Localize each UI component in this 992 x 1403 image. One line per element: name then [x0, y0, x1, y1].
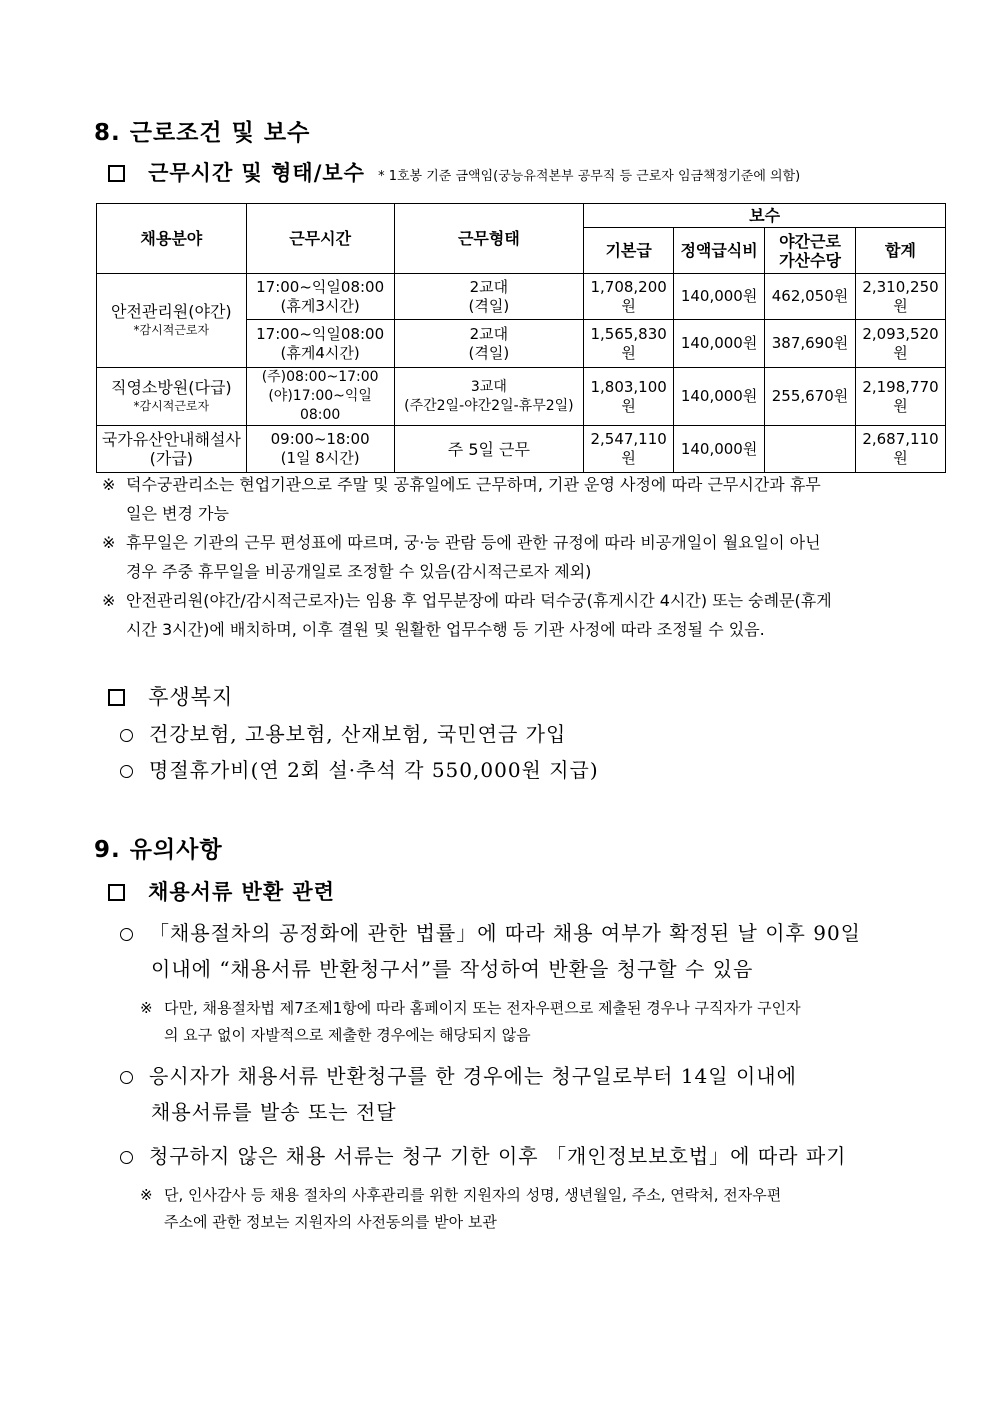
welfare-list	[120, 716, 599, 788]
subsection-welfare-title: 후생복지	[148, 685, 234, 709]
checkbox-square-icon	[108, 884, 125, 901]
note-line2: 주소에 관한 정보는 지원자의 사전동의를 받아 보관	[164, 1213, 497, 1231]
cell-base: 1,803,100원	[584, 368, 674, 426]
hours-line1: 09:00~18:00	[270, 430, 370, 448]
note-line1: 덕수궁관리소는 현업기관으로 주말 및 공휴일에도 근무하며, 기관 운영 사정에 따라 근무시간과 휴무	[126, 475, 821, 494]
note-line2: 일은 변경 가능	[126, 504, 229, 523]
cell-hours	[246, 320, 394, 368]
hours-line2: (야)17:00~익일08:00	[268, 388, 372, 423]
header-meal: 정액급식비	[674, 228, 765, 274]
return-note-1	[140, 995, 801, 1049]
cell-hours	[246, 368, 394, 426]
subsection-pay-note: * 1호봉 기준 금액임(궁능유적본부 공무직 등 근로자 임금책정기준에 의함)	[378, 169, 801, 184]
return-item-2	[120, 1058, 797, 1130]
return-item-3	[120, 1138, 847, 1174]
cell-total: 2,093,520원	[855, 320, 945, 368]
field-name: 국가유산안내해설사	[101, 430, 241, 449]
header-night-line1: 야간근로	[779, 231, 841, 251]
type-line2: (격일)	[468, 296, 510, 315]
note-item	[102, 470, 902, 528]
type-line2: (격일)	[468, 343, 510, 362]
checkbox-square-icon	[108, 689, 125, 706]
section-9-heading: 9. 유의사항	[94, 837, 223, 863]
cell-night: 387,690원	[765, 320, 856, 368]
header-hours: 근무시간	[246, 204, 394, 274]
field-note: *감시적근로자	[133, 398, 210, 413]
note-line1: 단, 인사감사 등 채용 절차의 사후관리를 위한 지원자의 성명, 생년월일, 주소, 연락처, 전자우편	[164, 1186, 782, 1204]
note-line1: 휴무일은 기관의 근무 편성표에 따르며, 궁·능 관람 등에 관한 규정에 따라 비공개일이 월요일이 아닌	[126, 533, 821, 552]
item-line2: 이내에 “채용서류 반환청구서”를 작성하여 반환을 청구할 수 있음	[151, 957, 754, 981]
circle-bullet-icon	[120, 765, 133, 778]
circle-bullet-icon	[120, 928, 133, 941]
hours-line2: (1일 8시간)	[280, 449, 360, 467]
note-line2: 의 요구 없이 자발적으로 제출한 경우에는 해당되지 않음	[164, 1026, 531, 1044]
field-note: *감시적근로자	[133, 322, 210, 337]
item-line2: 채용서류를 발송 또는 전달	[151, 1100, 397, 1124]
cell-meal: 140,000원	[674, 274, 765, 320]
note-line2: 경우 주중 휴무일을 비공개일로 조정할 수 있음(감시적근로자 제외)	[126, 562, 592, 581]
note-mark: ※	[102, 533, 116, 552]
type-line2: (주간2일-야간2일-휴무2일)	[404, 397, 574, 414]
note-mark: ※	[140, 1186, 153, 1204]
cell-night	[765, 426, 856, 473]
cell-field	[97, 274, 247, 368]
field-note: (가급)	[149, 449, 194, 468]
cell-base: 2,547,110원	[584, 426, 674, 473]
header-total: 합계	[855, 228, 945, 274]
hours-line1: (주)08:00~17:00	[261, 369, 379, 385]
hours-line1: 17:00~익일08:00	[256, 277, 385, 296]
cell-total: 2,198,770원	[855, 368, 945, 426]
list-item-text: 명절휴가비(연 2회 설·추석 각 550,000원 지급)	[149, 758, 599, 782]
circle-bullet-icon	[120, 1071, 133, 1084]
return-note-2	[140, 1182, 781, 1236]
note-mark: ※	[102, 591, 116, 610]
cell-total: 2,687,110원	[855, 426, 945, 473]
note-item	[102, 528, 902, 586]
item-line1: 청구하지 않은 채용 서류는 청구 기한 이후 「개인정보보호법」에 따라 파기	[149, 1144, 847, 1168]
table-row	[97, 426, 946, 473]
cell-meal: 140,000원	[674, 426, 765, 473]
item-line1: 응시자가 채용서류 반환청구를 한 경우에는 청구일로부터 14일 이내에	[149, 1064, 797, 1088]
cell-type	[394, 320, 584, 368]
cell-meal: 140,000원	[674, 320, 765, 368]
header-base: 기본급	[584, 228, 674, 274]
section-8-heading: 8. 근로조건 및 보수	[94, 120, 311, 146]
header-pay: 보수	[584, 204, 946, 228]
header-type: 근무형태	[394, 204, 584, 274]
return-item-1	[120, 915, 910, 987]
field-name: 안전관리원(야간)	[110, 301, 232, 321]
notes-block	[102, 470, 902, 644]
cell-night: 462,050원	[765, 274, 856, 320]
cell-type	[394, 274, 584, 320]
note-line1: 다만, 채용절차법 제7조제1항에 따라 홈페이지 또는 전자우편으로 제출된 경우나 구직자가 구인자	[164, 999, 801, 1017]
hours-line2: (휴게3시간)	[280, 296, 360, 315]
subsection-pay-title: 근무시간 및 형태/보수	[148, 160, 365, 185]
note-line2: 시간 3시간)에 배치하며, 이후 결원 및 원활한 업무수행 등 기관 사정에 따라 조정될 수 있음.	[126, 620, 765, 639]
table-row	[97, 274, 946, 320]
cell-hours	[246, 426, 394, 473]
subsection-pay	[108, 157, 800, 187]
cell-type	[394, 368, 584, 426]
cell-type: 주 5일 근무	[394, 426, 584, 473]
cell-meal: 140,000원	[674, 368, 765, 426]
item-line1: 「채용절차의 공정화에 관한 법률」에 따라 채용 여부가 확정된 날 이후 90일	[149, 921, 861, 945]
note-mark: ※	[140, 999, 153, 1017]
cell-hours	[246, 274, 394, 320]
cell-total: 2,310,250원	[855, 274, 945, 320]
subsection-return	[108, 876, 335, 906]
cell-base: 1,708,200원	[584, 274, 674, 320]
table-row	[97, 368, 946, 426]
hours-line1: 17:00~익일08:00	[256, 324, 385, 343]
type-line1: 3교대	[470, 378, 507, 395]
circle-bullet-icon	[120, 1151, 133, 1164]
cell-night: 255,670원	[765, 368, 856, 426]
subsection-return-title: 채용서류 반환 관련	[148, 880, 336, 904]
list-item	[120, 752, 599, 788]
checkbox-square-icon	[108, 165, 125, 182]
list-item	[120, 716, 599, 752]
cell-field	[97, 426, 247, 473]
field-name: 직영소방원(다급)	[110, 377, 232, 397]
subsection-welfare	[108, 681, 233, 711]
header-night	[765, 228, 856, 274]
note-item	[102, 586, 902, 644]
circle-bullet-icon	[120, 729, 133, 742]
list-item-text: 건강보험, 고용보험, 산재보험, 국민연금 가입	[149, 722, 567, 746]
hours-line2: (휴게4시간)	[280, 343, 360, 362]
note-mark: ※	[102, 475, 116, 494]
type-line1: 2교대	[469, 324, 509, 343]
pay-table	[96, 203, 946, 473]
note-line1: 안전관리원(야간/감시적근로자)는 임용 후 업무분장에 따라 덕수궁(휴게시간 4시간) 또는 숭례문(휴게	[126, 591, 832, 610]
header-night-line2: 가산수당	[779, 250, 841, 270]
cell-base: 1,565,830원	[584, 320, 674, 368]
type-line1: 2교대	[469, 277, 509, 296]
cell-field	[97, 368, 247, 426]
header-field: 채용분야	[97, 204, 247, 274]
